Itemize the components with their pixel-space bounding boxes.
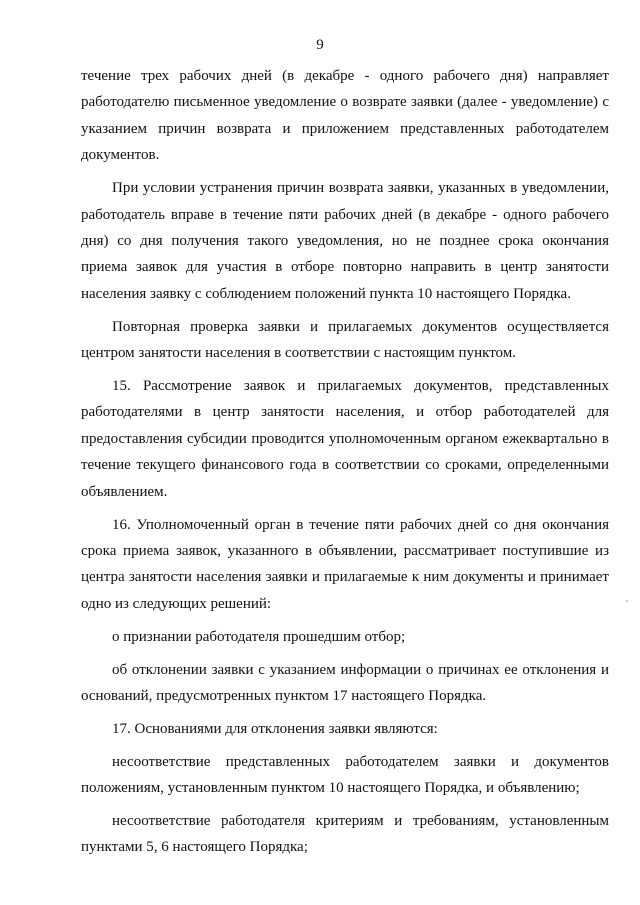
paragraph-decision-approve: о признании работодателя прошедшим отбор;: [112, 628, 406, 645]
paragraph-decision-reject: об отклонении заявки с указанием информации о причинах ее отклонения и оснований, предусмотренных пунктом 17 настоящего Порядка.: [81, 661, 609, 704]
paragraph-ground-criteria: несоответствие работодателя критериям и требованиям, установленным пунктами 5, 6 настоящего Порядка;: [81, 813, 609, 856]
scan-speck: [626, 600, 628, 602]
paragraph-clause-15: 15. Рассмотрение заявок и прилагаемых документов, представленных работодателями в центр занятости населения, и отбор работодателей для предоставления субсидии проводится уполномоченным органом ежеквартально в течение текущего финансового года в соответствии со сроками, определенными объявлением.: [81, 377, 609, 500]
page-number: 9: [316, 37, 324, 53]
paragraph-clause-16: 16. Уполномоченный орган в течение пяти рабочих дней со дня окончания срока приема заявок, указанного в объявлении, рассматривает поступившие из центра занятости населения заявки и прилагаемые к ним документы и принимает одно из следующих решений:: [81, 516, 609, 612]
paragraph-return-notice: течение трех рабочих дней (в декабре - одного рабочего дня) направляет работодателю письменное уведомление о возврате заявки (далее - уведомление) с указанием причин возврата и приложением представленных работодателем документов.: [81, 68, 609, 164]
paragraph-clause-17: 17. Основаниями для отклонения заявки являются:: [112, 720, 438, 737]
paragraph-repeat-check: Повторная проверка заявки и прилагаемых документов осуществляется центром занятости населения в соответствии с настоящим пунктом.: [81, 318, 609, 362]
paragraph-ground-documents: несоответствие представленных работодателем заявки и документов положениям, установленным пунктом 10 настоящего Порядка, и объявлению;: [81, 753, 609, 797]
document-body: [81, 63, 609, 867]
paragraph-resubmission: При условии устранения причин возврата заявки, указанных в уведомлении, работодатель вправе в течение пяти рабочих дней (в декабре - одного рабочего дня) со дня получения такого уведомления, но не позднее срока окончания приема заявок для участия в отборе повторно направить в центр занятости населения заявку с соблюдением положений пункта 10 настоящего Порядка.: [81, 180, 609, 302]
